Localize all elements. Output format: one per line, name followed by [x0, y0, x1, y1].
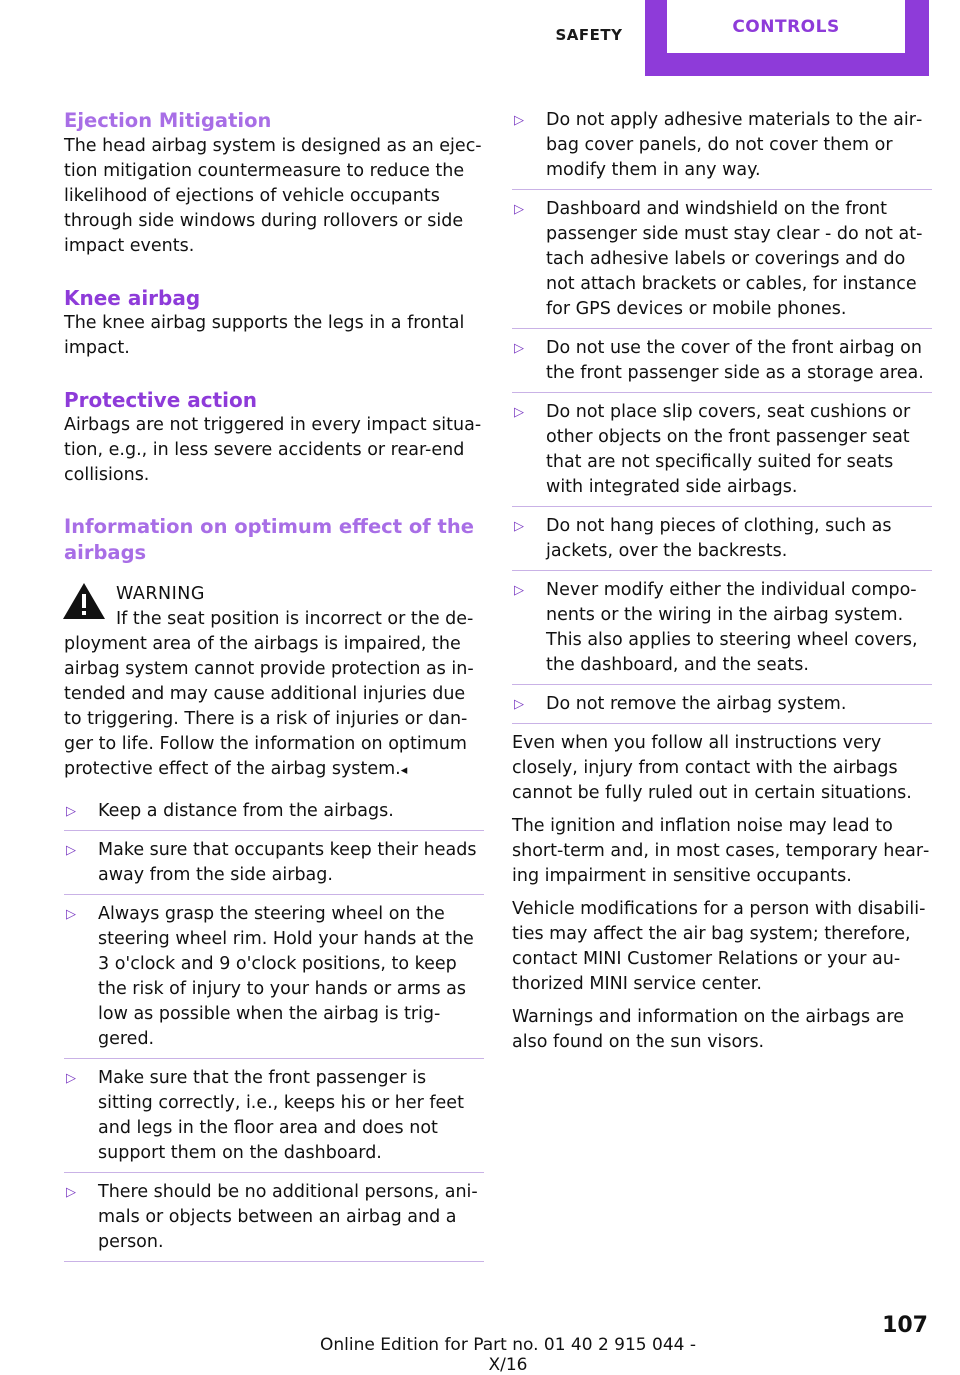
right-column — [512, 108, 932, 1063]
list-item — [64, 902, 484, 1059]
bullet-triangle-icon: ▷ — [514, 341, 524, 356]
list-item-text: Dashboard and windshield on the front passenger side must stay clear - do not at‐tach adhesive labels or coverings and do not attach brackets or cables, for instance for GPS devices or mobile phones. — [546, 199, 923, 319]
paragraph-injury: Even when you follow all instructions very closely, injury from contact with the airbags cannot be fully ruled out in certain situations. — [512, 733, 912, 803]
header-tabs — [0, 0, 960, 80]
footer-edition: Online Edition for Part no. 01 40 2 915 044 - X/16 — [319, 1335, 697, 1375]
list-item — [512, 197, 932, 329]
list-item-text: Make sure that the front passenger is sitting correctly, i.e., keeps his or her feet and legs in the floor area and does not support them on the dashboard. — [98, 1068, 464, 1163]
list-item — [64, 799, 484, 831]
warning-triangle-icon — [62, 582, 106, 620]
list-item — [512, 578, 932, 685]
list-item-text: Always grasp the steering wheel on the steering wheel rim. Hold your hands at the 3 o'clock and 9 o'clock positions, to keep the risk of injury to your hands or arms as low as possible when the airbag is trig‐gered. — [98, 904, 474, 1049]
list-item-text: Do not place slip covers, seat cushions or other objects on the front passenger seat that are not specifically suited for seats with integrated side airbags. — [546, 402, 911, 497]
list-item-text: Do not hang pieces of clothing, such as jackets, over the backrests. — [546, 516, 892, 561]
list-item — [512, 336, 932, 393]
warning-title: WARNING — [116, 584, 205, 604]
information-heading: Information on optimum effect of the airbags — [64, 515, 474, 564]
list-item-text: Never modify either the individual compo‐nents or the wiring in the airbag system. This also applies to steering wheel covers, the dashboard, and the seats. — [546, 580, 918, 675]
list-item — [64, 838, 484, 895]
ejection-heading: Ejection Mitigation — [64, 109, 272, 132]
list-item — [512, 514, 932, 571]
bullet-triangle-icon: ▷ — [514, 405, 524, 420]
list-item-text: Do not remove the airbag system. — [546, 694, 847, 714]
knee-airbag-text: The knee airbag supports the legs in a frontal impact. — [64, 313, 465, 358]
right-bullet-list — [512, 108, 932, 724]
bullet-triangle-icon: ▷ — [514, 519, 524, 534]
list-item — [64, 1066, 484, 1173]
list-item — [512, 400, 932, 507]
paragraph-modifications: Vehicle modifications for a person with disabili‐ties may affect the air bag system; therefore, contact MINI Customer Relations or your au‐thorized MINI service center. — [512, 899, 926, 994]
left-bullet-list — [64, 799, 484, 1262]
bullet-triangle-icon: ▷ — [514, 202, 524, 217]
left-column — [64, 108, 484, 1269]
end-mark: ◂ — [400, 763, 408, 778]
bullet-triangle-icon: ▷ — [514, 113, 524, 128]
protective-action-heading: Protective action — [64, 388, 257, 412]
bullet-triangle-icon: ▷ — [66, 1071, 76, 1086]
list-item — [512, 108, 932, 190]
list-item-text: Do not apply adhesive materials to the air‐bag cover panels, do not cover them or modify them in any way. — [546, 110, 923, 180]
list-item-text: There should be no additional persons, ani‐mals or objects between an airbag and a person. — [98, 1182, 478, 1252]
bullet-triangle-icon: ▷ — [66, 843, 76, 858]
knee-airbag-heading: Knee airbag — [64, 286, 201, 310]
list-item-text: Keep a distance from the airbags. — [98, 801, 394, 821]
warning-block — [64, 582, 484, 783]
page-number: 107 — [882, 1313, 928, 1338]
warning-body: If the seat position is incorrect or the de‐ployment area of the airbags is impaired, the airbag system cannot provide protection as in‐tended and may cause additional injuries due to triggering. There is a risk of injuries or dan‐ger to life. Follow the information on optimum protective effect of the airbag system. — [64, 609, 474, 779]
paragraph-sun-visors: Warnings and information on the airbags are also found on the sun visors. — [512, 1007, 905, 1052]
ejection-text: The head airbag system is designed as an ejec‐tion mitigation countermeasure to reduce the likelihood of ejections of vehicle occupants through side windows during rollovers or side impact events. — [64, 136, 482, 256]
bullet-triangle-icon: ▷ — [66, 907, 76, 922]
bullet-triangle-icon: ▷ — [66, 804, 76, 819]
list-item-text: Do not use the cover of the front airbag on the front passenger side as a storage area. — [546, 338, 924, 383]
bullet-triangle-icon: ▷ — [514, 583, 524, 598]
protective-action-text: Airbags are not triggered in every impact situa‐tion, e.g., in less severe accidents or rear-end collisions. — [64, 415, 482, 485]
tab-controls[interactable]: CONTROLS — [667, 0, 905, 53]
list-item — [512, 692, 932, 724]
list-item — [64, 1180, 484, 1262]
bullet-triangle-icon: ▷ — [66, 1185, 76, 1200]
list-item-text: Make sure that occupants keep their heads away from the side airbag. — [98, 840, 477, 885]
bullet-triangle-icon: ▷ — [514, 697, 524, 712]
paragraph-noise: The ignition and inflation noise may lead to short-term and, in most cases, temporary hear‐ing impairment in sensitive occupants. — [512, 816, 930, 886]
tab-safety[interactable]: SAFETY — [555, 26, 623, 44]
warning-text — [64, 607, 484, 783]
